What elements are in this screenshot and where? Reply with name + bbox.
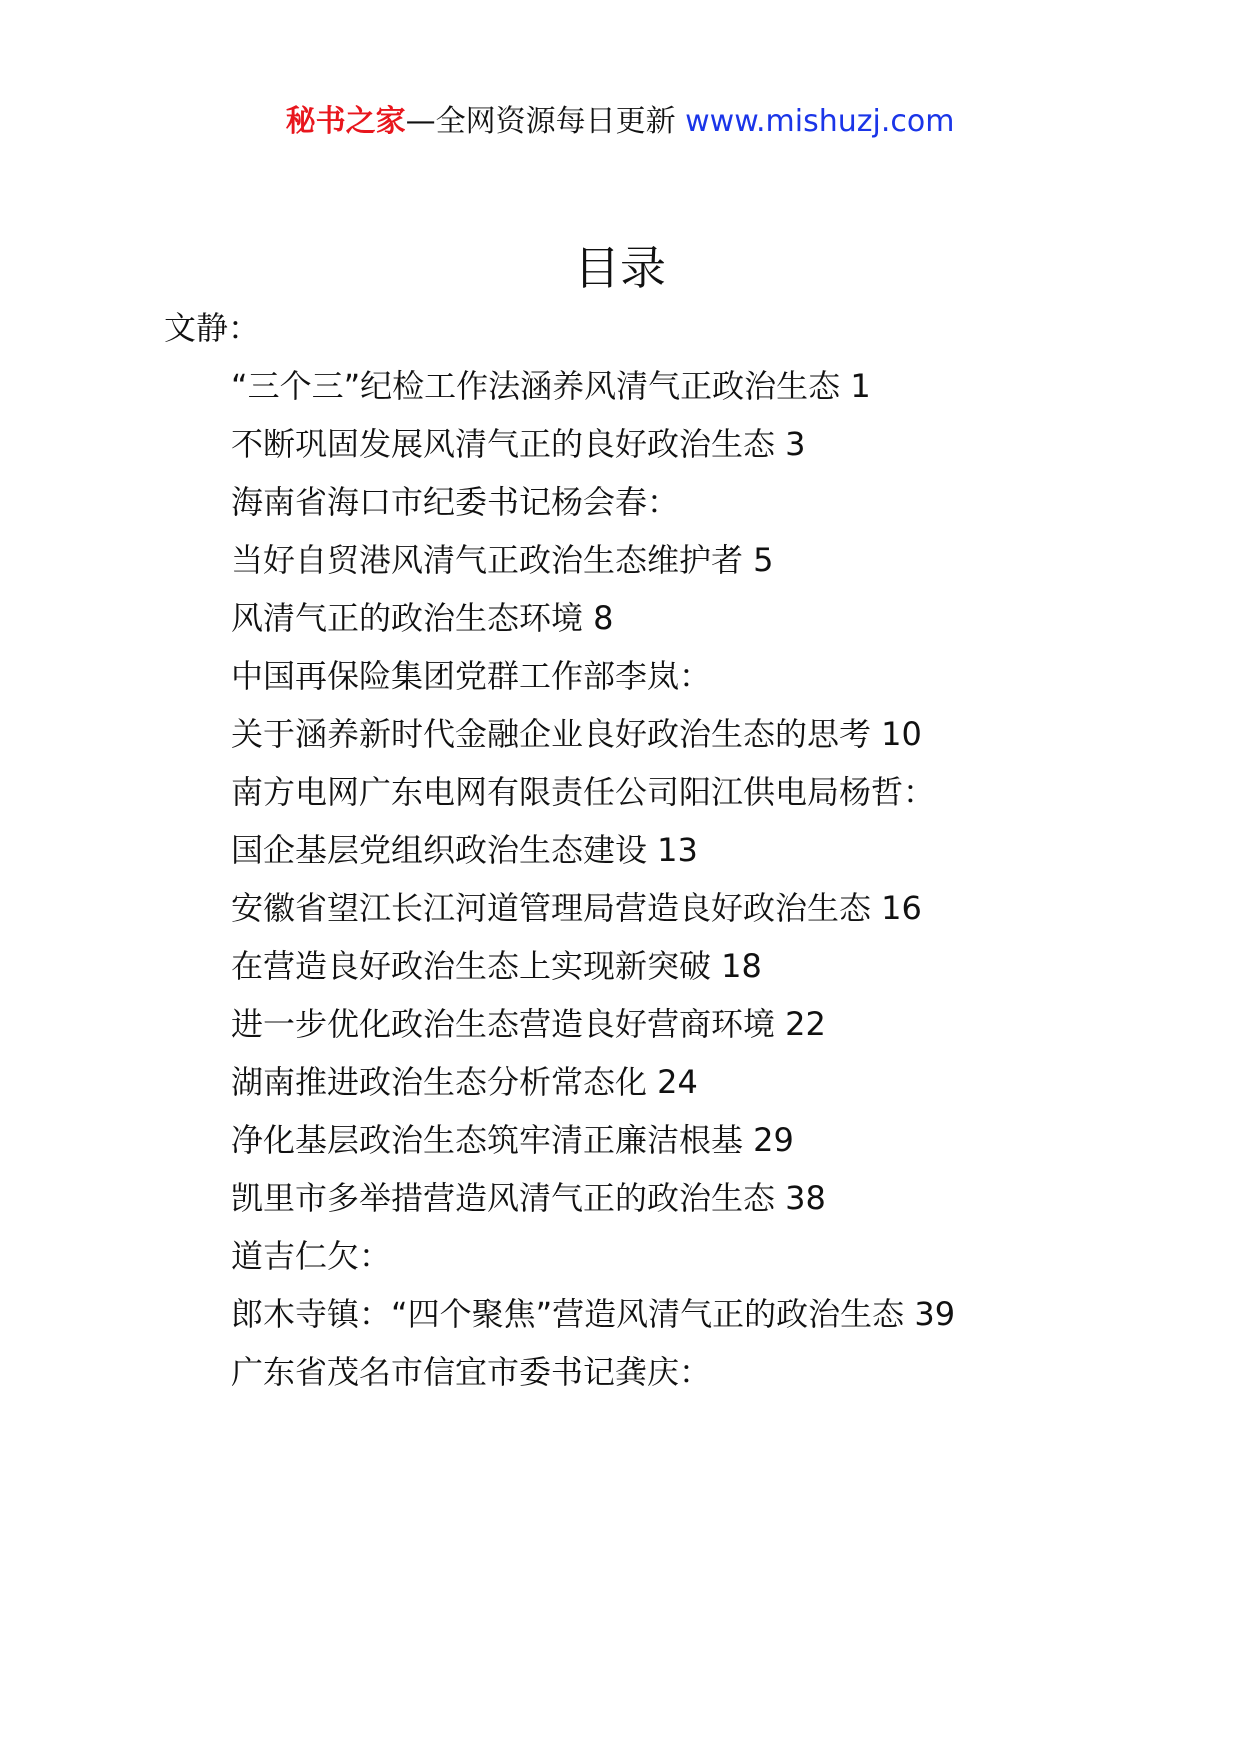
toc-entry[interactable]: 不断巩固发展风清气正的良好政治生态 3 (231, 425, 806, 463)
toc-entry[interactable]: 净化基层政治生态筑牢清正廉洁根基 29 (231, 1121, 794, 1159)
brand-name: 秘书之家 (285, 104, 406, 139)
toc-entry[interactable]: 风清气正的政治生态环境 8 (231, 599, 614, 637)
toc-entry[interactable]: 在营造良好政治生态上实现新突破 18 (231, 947, 762, 985)
page-header (0, 100, 1240, 144)
toc-entry[interactable]: 海南省海口市纪委书记杨会春： (231, 483, 680, 521)
website-link[interactable]: www.mishuzj.com (685, 104, 955, 139)
toc-entry[interactable]: 进一步优化政治生态营造良好营商环境 22 (231, 1005, 826, 1043)
toc-entry[interactable]: “三个三”纪检工作法涵养风清气正政治生态 1 (231, 367, 871, 405)
toc-entry[interactable]: 郎木寺镇：“四个聚焦”营造风清气正的政治生态 39 (231, 1295, 956, 1333)
toc-entry[interactable]: 国企基层党组织政治生态建设 13 (231, 831, 698, 869)
page-title: 目录 (574, 241, 666, 295)
toc-entry[interactable]: 文静： (164, 309, 261, 347)
toc-entry[interactable]: 安徽省望江长江河道管理局营造良好政治生态 16 (231, 889, 922, 927)
toc-entry[interactable]: 当好自贸港风清气正政治生态维护者 5 (231, 541, 774, 579)
toc-entry[interactable]: 道吉仁欠： (231, 1237, 392, 1275)
toc-entry[interactable]: 广东省茂名市信宜市委书记龚庆： (231, 1353, 712, 1391)
toc-entry[interactable]: 关于涵养新时代金融企业良好政治生态的思考 10 (231, 715, 922, 753)
toc-entry[interactable]: 中国再保险集团党群工作部李岚： (231, 657, 712, 695)
toc-entry[interactable]: 湖南推进政治生态分析常态化 24 (231, 1063, 698, 1101)
header-slogan: —全网资源每日更新 (405, 104, 676, 139)
toc-entry[interactable]: 南方电网广东电网有限责任公司阳江供电局杨哲： (231, 773, 936, 811)
toc-entry[interactable]: 凯里市多举措营造风清气正的政治生态 38 (231, 1179, 826, 1217)
